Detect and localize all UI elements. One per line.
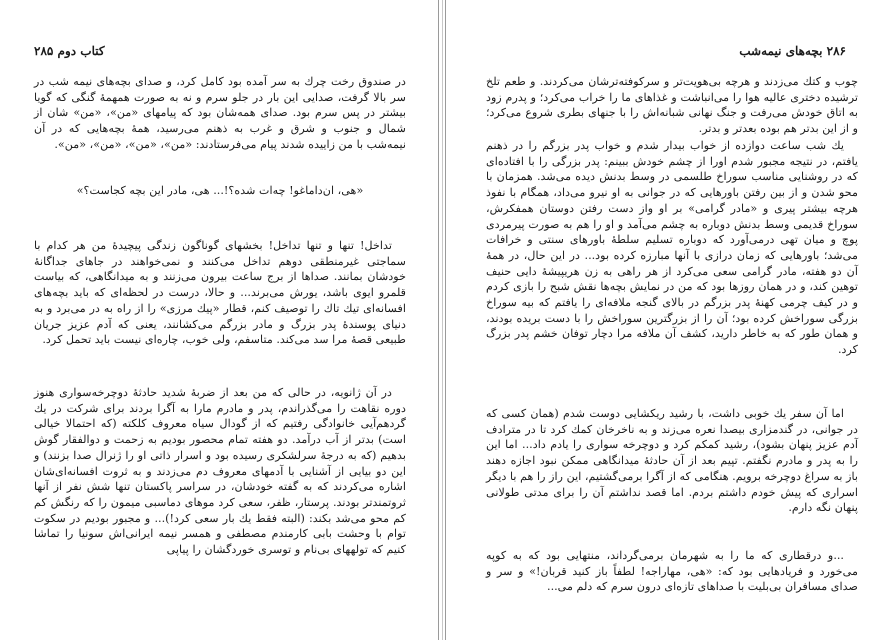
book-gutter <box>438 0 446 640</box>
right-page-paragraph-2 <box>486 138 858 358</box>
right-page-paragraph-1 <box>486 74 858 137</box>
paragraph: در صندوق رخت چرك به سر آمده بود كامل كرد، و صدای بچه‌های نیمه شب در سر بالا گرفت، صدایی این بار در جلو سرم و نه به صورت همهمهٔ گنگی که گویا بیشتر در پس سرم بود. صدای همه‌شان بود که پیامهای «من»، «من» شان از شمال و جنوب و شرق و غرب به ذهنم می‌رسید، همهٔ بچه‌هایی که در آن نیمه‌شب با من زاییده شدند پیام می‌فرستادند: «من»، «من»، «من»، «من». <box>34 75 406 151</box>
paragraph: در آن ژانویه، در حالی که من بعد از ضربهٔ شدید حادثهٔ دوچرخه‌سواری هنوز دوره نقاهت را می‌گذراندم، پدر و مادرم مارا به آگرا بردند برای شرکت در یك گردهم‌آیی خانوادگی رفتیم که از گودال سیاه معروف کلکته (که احتمالا خیالی است) بدتر از آب درآمد. دو هفته تمام محصور بودیم به زحمت و دوالفقار گوش بدهیم (که به درجهٔ سرلشکری رسیده بود و اسرار ذاتی او را ژنرال صدا بزنند) و این دو بیایی از آشنایی با آدمهای معروف دم می‌زدند و به ثروت افسانه‌ای‌شان اشاره می‌کردند که به گفته خودشان، در سراسر پاکستان تنها شش نفر از آنها ثروتمندتر بودند. پرستار، ظفر، سعی کرد موهای دماسبی میمون را که رنگش کم کم محو می‌شد بکند: (البته فقط یك بار سعی کرد!)... و مجبور بودیم در سکوت توام با وحشت بابی کارمندم مصطفی و همسر نیمه ایرانی‌اش سونیا را تماشا کنیم که تولههای بی‌نام و توسری خوردگشان را پیاپی <box>34 386 406 557</box>
right-page-paragraph-3 <box>486 406 858 516</box>
paragraph: اما آن سفر یك خوبی داشت، با رشید ریکشایی دوست شدم (همان کسی که در جوانی، در گندمزاری بیصدا نعره می‌زند و به ناخرخان کمك کرد تا در مترادف آدم عزیز پنهان بشود)، رشید کمکم کرد و دوچرخه سواری را یادم داد... اما این را به پدر و مادرم نگفتم. تپیم بعد از آن حادثهٔ میدانگاهی ممکن نبود اجازه دهند باز به سراغ دوچرخه برویم. هنگامی که از آگرا برمی‌گشتیم، این راز را هم با دیگر اسراری که پیش خودم داشتم بردم. اما قصد نداشتم آن را برای مدتی طولانی پنهان نگه دارم. <box>486 407 858 515</box>
right-page-header: ۲۸۶ بچه‌های نیمه‌شب <box>739 44 846 58</box>
paragraph: تداخل! تنها و تنها تداخل! بخشهای گوناگون زندگی پیچیدهٔ من هر کدام با سماجتی غیرمنطقی دوهم تداخل می‌کنند و نمی‌خواهند در جاهای جداگانهٔ خودشان بمانند. صداها از برج ساعت بیرون می‌زنند و به میدانگاهی، که بیاست قلمرو ایوی باشد، یورش می‌برند... و حالا، درست در لحظه‌ای که باید بچه‌های افسانه‌ای تیك تاك را توصیف کنم، قطار «پیك مرزی» را از راه به در می‌برد و به دنیای پوسندهٔ پدر بزرگ و مادر بزرگم می‌کشانند، یعنی که آدم عزیز جریان طبیعی قصهٔ مرا سد می‌کند. متاسفم، ولی خوب، چاره‌ای نیست باید تحمل کرد. <box>34 239 406 347</box>
right-page <box>446 0 882 640</box>
paragraph: یك شب ساعت دوازده از خواب بیدار شدم و خواب پدر بزرگم را در ذهنم یافتم، در نتیجه مجبور شدم اورا از چشم خودش ببینم: پدر بزرگی را با افتاده‌ای که در روشنایی مناسب سوراخ طلسمی در وسط بدنش دیده می‌شد. همزمان با محو شدن و از بین رفتن باورهایی که در جوانی به او نیرو می‌داد، همگام با نفوذ هرچه بیشتر پیری و «مادر گرامی» بر او واز دست رفتن دوستان همفکرش، سوراخ قدیمی وسط بدنش دوباره به چشم می‌آمد و او را هم به صورت پیرمردی پوچ و میان تهی درمی‌آورد که دوباره تسلیم سلطهٔ باورهای سنتی و خرافات می‌شد؛ باورهایی که زمان درازی با آنها مبارزه کرده بود... در این حال، در همهٔ آن دو هفته، مادر گرامی سعی می‌کرد از هر راهی به زن هریپیشهٔ دایی حنیف توهین کند، و در همان روزها بود که من در نمایش بچه‌ها نقش شبح را بازی کردم و در کیف چرمی کهنهٔ پدر بزرگم در بالای گنجه ملافه‌ای را یافتم که بیه سوراخ بزرگی سوراخش کرده بود؛ آن را از بزرگترین سوراخش را با دست بریده بودند، و همان طور که به خاطر دارید، کشف آن ملافه مرا دچار توفان خشم پدر بزرگ کرد. <box>486 139 858 357</box>
left-page-paragraph-3 <box>34 385 406 558</box>
left-page-top-paragraph <box>34 74 406 153</box>
left-page-paragraph-2 <box>34 238 406 348</box>
left-page-quote: «هی، ان‌داماغو! چه‌ات شده؟!... هی، مادر این بچه کجاست؟» <box>76 184 364 197</box>
paragraph: چوب و کتك می‌زدند و هرچه بی‌هویت‌تر و سرکوفته‌ترشان می‌کردند. و طعم تلخ ترشیده دختری عالیه هوا را می‌انباشت و غذاهای ما را خراب می‌کرد؛ و پدرم زود به اتاق خودش می‌رفت و جنگ نهانی شبانه‌اش را با جنهای بطری شروع می‌کرد؛ و از این بدتر هم بوده بعدتر و بدتر. <box>486 75 858 136</box>
left-page <box>0 0 438 640</box>
right-page-paragraph-4 <box>486 548 858 595</box>
gutter-line <box>442 0 443 640</box>
left-page-header: کتاب دوم ۲۸۵ <box>34 44 105 58</box>
paragraph: ...و درقطاری که ما را به شهرمان برمی‌گرداند، منتهایی بود که به کوپه می‌خورد و فریادهایی بود که: «هی، مهاراجه! لطفاً باز کنید قربان!» و سر و صدای مسافران بی‌بلیت با صداهای تازه‌ای درون سرم که دلم می... <box>486 549 858 594</box>
